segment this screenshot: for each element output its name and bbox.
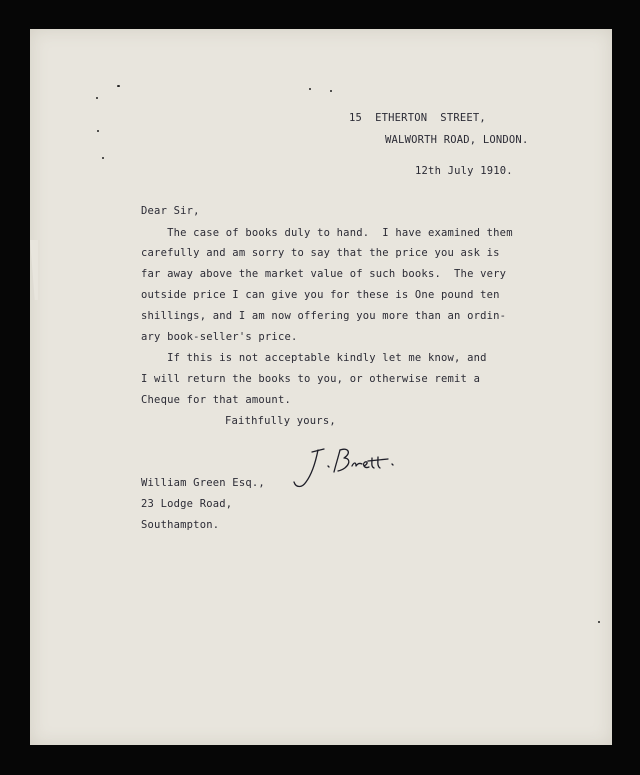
sender-address-line-2: WALWORTH ROAD, LONDON. — [385, 134, 529, 146]
body-line: shillings, and I am now offering you more than an ordin- — [141, 310, 507, 322]
paper-speck — [97, 130, 99, 132]
letter-date: 12th July 1910. — [415, 165, 513, 177]
body-line: If this is not acceptable kindly let me know, and — [141, 352, 487, 364]
salutation: Dear Sir, — [141, 205, 200, 217]
recipient-line: Southampton. — [141, 519, 220, 531]
paper-speck — [102, 157, 104, 159]
recipient-line: 23 Lodge Road, — [141, 498, 233, 510]
paper-speck — [598, 621, 600, 623]
paper-speck — [117, 85, 120, 87]
closing: Faithfully yours, — [225, 415, 336, 427]
handwritten-signature — [288, 444, 408, 492]
paper-speck — [96, 97, 98, 99]
sender-address-line-1: 15 ETHERTON STREET, — [349, 112, 486, 124]
body-line: I will return the books to you, or otherwise remit a — [141, 373, 481, 385]
body-line: ary book-seller's price. — [141, 331, 298, 343]
body-line: Cheque for that amount. — [141, 394, 291, 406]
body-line: The case of books duly to hand. I have examined them — [141, 227, 513, 239]
paper-speck — [330, 90, 332, 92]
body-line: far away above the market value of such books. The very — [141, 268, 507, 280]
body-line: carefully and am sorry to say that the price you ask is — [141, 247, 500, 259]
body-line: outside price I can give you for these is One pound ten — [141, 289, 500, 301]
paper-speck — [309, 88, 311, 90]
recipient-line: William Green Esq., — [141, 477, 265, 489]
